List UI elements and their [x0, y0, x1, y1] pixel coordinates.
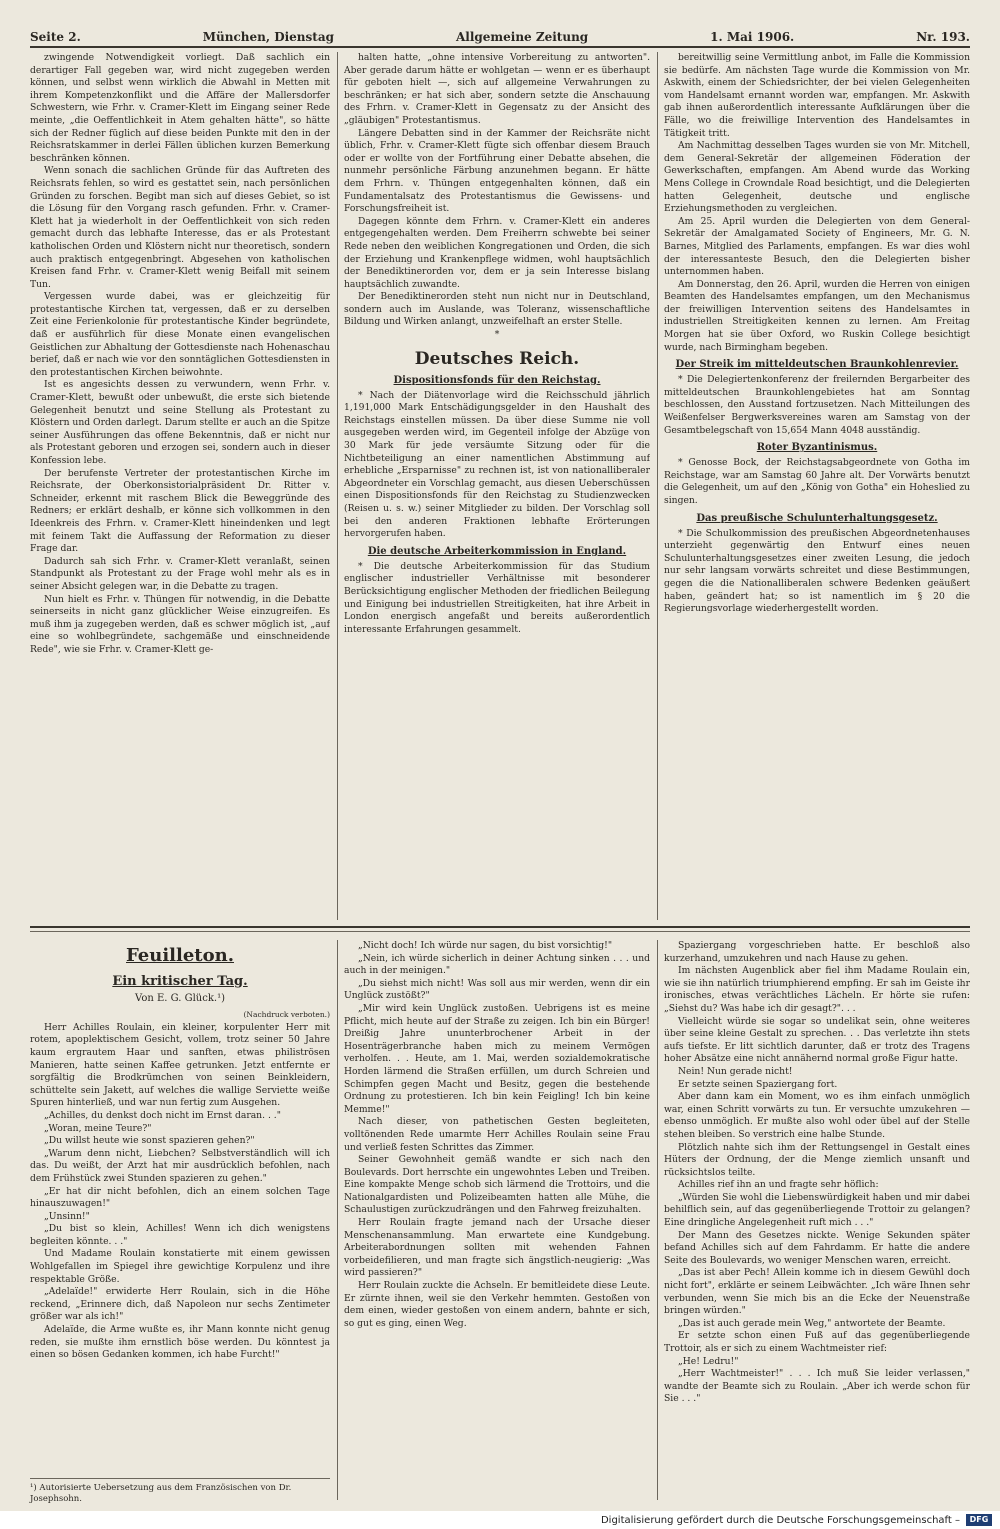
- story-dialogue: „Warum denn nicht, Liebchen? Selbstverständlich will ich das. Du weißt, der Arzt hat mir ausdrücklich befohlen, nach dem Frühstück zwei Stunden spazieren zu gehen.": [30, 1147, 330, 1184]
- story-paragraph: Spaziergang vorgeschrieben hatte. Er beschloß also kurzerhand, umzukehren und nach Hause zu gehen.: [664, 940, 970, 964]
- story-paragraph: „Mir wird kein Unglück zustoßen. Uebrigens ist es meine Pflicht, mich heute auf der Straße zu zeigen. Ich bin ein Bürger! Dreißig Jahre ununterbrochener Arbeit in der Hosenträgerbranche haben mich zu meinem Vermögen verholfen. . . Heute, am 1. Mai, werden sozialdemokratische Horden lärmend die Straßen erfüllen, um durch Schreien und Schimpfen gegen Macht und Besitz, gegen die bestehende Ordnung zu protestieren. Ich bin kein Feigling! Ich bin keine Memme!": [344, 1002, 650, 1115]
- issue-number: Nr. 193.: [916, 30, 970, 44]
- article-paragraph: * Die Delegiertenkonferenz der freilernden Bergarbeiter des mitteldeutschen Braunkohlengebietes hat am Sonntag beschlossen, den Ausstand fortzusetzen. Nach Mitteilungen des Weißenfelser Bergwerksvereines waren am Samstag von der Gesamtbelegschaft von 15,654 Mann 4048 ausständig.: [664, 374, 970, 436]
- story-paragraph: Herr Roulain fragte jemand nach der Ursache dieser Menschenansammlung. Man erwartete eine Kundgebung. Arbeiterabordnungen sollten mit wehenden Fahnen vorbeidefilieren, und man fragte sich ängstlich-neugierig: „Was wird passieren?": [344, 1217, 650, 1279]
- col1-paragraph: Vergessen wurde dabei, was er gleichzeitig für protestantische Kirchen tat, vergessen, daß er zu derselben Zeit eine Ferienkolonie für protestantische Kinder begründete, daß er ausführlich für diese Monate einen evangelischen Geistlichen zur Abhaltung der Gottesdienste nach Hohenaschau berief, daß er nach wie vor den sonntäglichen Gottesdiensten in den protestantischen Kirchen beiwohnte.: [30, 291, 330, 378]
- col2-paragraph: Längere Debatten sind in der Kammer der Reichsräte nicht üblich, Frhr. v. Cramer-Klett fügte sich offenbar diesem Brauch oder er wollte von der Fortführung einer Debatte absehen, die nunmehr persönliche Färbung anzunehmen begann. Er hätte dem Frhrn. v. Thüngen entgegenhalten können, daß ein Fundamentalsatz des Protestantismus die Gewissens- und Forschungsfreiheit ist.: [344, 127, 650, 215]
- article-heading: Die deutsche Arbeiterkommission in England.: [367, 545, 627, 557]
- column-separator: [657, 52, 658, 920]
- story-paragraph: „Das ist auch gerade mein Weg," antwortete der Beamte.: [678, 1317, 946, 1329]
- col1-paragraph: Dadurch sah sich Frhr. v. Cramer-Klett veranlaßt, seinen Standpunkt als Protestant zu der Frage wohl mehr als es in seiner Absicht gelegen war, in die Debatte zu tragen.: [30, 555, 330, 592]
- column-2: [344, 52, 650, 920]
- story-dialogue: „Du bist so klein, Achilles! Wenn ich dich wenigstens begleiten könnte. . .": [30, 1223, 330, 1247]
- story-paragraph: Adelaïde, die Arme wußte es, ihr Mann konnte nicht genug reden, sie mußte ihm ernstlich böse werden. Du könntest ja einen so bösen Gedanken kommen, ich habe Furcht!": [30, 1324, 330, 1361]
- article-paragraph: * Nach der Diätenvorlage wird die Reichsschuld jährlich 1,191,000 Mark Entschädigungsgelder in den Haushalt des Reichstags einstellen müssen. Da über diese Summe nie voll ausgegeben werden wird, im Gegenteil infolge der Abzüge von 30 Mark für jede versäumte Sitzung oder für die Nichtbeteiligung an einer namentlichen Abstimmung auf erhebliche „Ersparnisse" zu rechnen ist, ist von nationalliberaler Abgeordneter ein Vorschlag gemacht, aus diesen Ueberschüssen einen Dispositionsfonds für den Reichstag zu Studienzwecken (Reisen u. s. w.) seiner Mitglieder zu bilden. Der Vorschlag soll bei den anderen Fraktionen lebhafte Erörterungen hervorgerufen haben.: [344, 389, 650, 540]
- article-paragraph: * Die deutsche Arbeiterkommission für das Studium englischer industrieller Verhältnisse mit besonderer Berücksichtigung englischer Methoden der friedlichen Beilegung und Einigung bei industriellen Streitigkeiten, hat ihre Arbeit in London energisch angefaßt und bereits außerordentlich interessante Erfahrungen gesammelt.: [344, 560, 650, 635]
- story-paragraph: „He! Ledru!": [678, 1355, 739, 1367]
- feuilleton-column-3: [664, 940, 970, 1500]
- story-paragraph: „Das ist aber Pech! Allein komme ich in diesem Gewühl doch nicht fort", erklärte er seinem Leibwächter. „Ich wäre Ihnen sehr verbunden, wenn Sie mich bis an die Ecke der Neuenstraße bringen würden.": [664, 1267, 970, 1317]
- article-paragraph: * Die Schulkommission des preußischen Abgeordnetenhauses unterzieht gegenwärtig den Entwurf eines neuen Schulunterhaltungsgesetzes einer zweiten Lesung, die jedoch nur sehr langsam vorwärts schreitet und diese Bestimmungen, gegen die die Nationalliberalen schwere Bedenken geäußert haben, geändert hat; so ist namentlich im § 20 die Regierungsvorlage wiederhergestellt worden.: [664, 527, 970, 615]
- page-header: [30, 18, 970, 48]
- col3-paragraph: bereitwillig seine Vermittlung anbot, im Falle die Kommission sie bedürfe. Am nächsten Tage wurde die Kommission von Mr. Askwith, einem der Schiedsrichter, der bei vielen Gelegenheiten vom Handelsamt ernannt worden war, empfangen. Mr. Askwith gab ihnen außerordentlich interessante Aufklärungen über die Fälle, wo die freiwillige Intervention des Handelsamtes in Tätigkeit tritt.: [664, 52, 970, 139]
- article-heading: Roter Byzantinismus.: [756, 442, 878, 454]
- place-day: München, Dienstag: [202, 30, 334, 44]
- story-paragraph: Er setzte schon einen Fuß auf das gegenüberliegende Trottoir, als er sich zu einem Wachtmeister rief:: [664, 1330, 970, 1354]
- dfg-logo-icon: DFG: [966, 1514, 992, 1526]
- story-dialogue: „Achilles, du denkst doch nicht im Ernst daran. . .": [44, 1109, 281, 1121]
- col1-paragraph: zwingende Notwendigkeit vorliegt. Daß sachlich ein derartiger Fall gegeben war, wird nicht zugegeben werden können, und selbst wenn wirklich die Abwahl in Metten mit ihrem Kompetenzkonflikt und die Affäre der Mallersdorfer Schwestern, wie Frhr. v. Cramer-Klett im Eingang seiner Rede meinte, „die Oeffentlichkeit in Atem gehalten hätte", so hätte sich der Redner füglich auf diese beiden Punkte mit den in der Reichsratskammer in derlei Fällen üblichen kurzen Bemerkung beschränken können.: [30, 52, 330, 164]
- newspaper-title: Allgemeine Zeitung: [455, 30, 589, 44]
- article-paragraph: * Genosse Bock, der Reichstagsabgeordnete von Gotha im Reichstage, war am Samstag 60 Jahre alt. Der Vorwärts benutzt die Gelegenheit, um auf den „König von Gotha" ein Hoheslied zu singen.: [664, 457, 970, 506]
- story-paragraph: Herr Achilles Roulain, ein kleiner, korpulenter Herr mit rotem, apoplektischem Gesicht, vollem, trotz seiner 50 Jahre kaum ergrautem Haar und sanften, etwas philiströsen Manieren, hatte seinen Kaffee getrunken. Jetzt entfernte er sorgfältig die Brodkrümchen von seinen Beinkleidern, schüttelte sein Jakett, auf welches die wallige Serviette weiße Spuren hinterließ, und war nun fertig zum Ausgehen.: [30, 1021, 330, 1109]
- story-paragraph: Plötzlich nahte sich ihm der Rettungsengel in Gestalt eines Hüters der Ordnung, der die Menge ziemlich unsanft und rücksichtslos teilte.: [664, 1141, 970, 1178]
- story-paragraph: Und Madame Roulain konstatierte mit einem gewissen Wohlgefallen im Spiegel ihre gewichtige Korpulenz und ihre respektable Größe.: [30, 1248, 330, 1285]
- col3-paragraph: Am Donnerstag, den 26. April, wurden die Herren von einigen Beamten des Handelsamtes empfangen, um den Mechanismus der freiwilligen Intervention seitens des Handelsamtes in industriellen Streitigkeiten kennen zu lernen. Am Freitag Morgen hat sie über Oxford, wo Ruskin College besichtigt wurde, nach Birmingham begeben.: [664, 278, 970, 353]
- story-author: Von E. G. Glück.¹): [135, 992, 225, 1004]
- column-separator: [657, 940, 658, 1500]
- story-paragraph: Er setzte seinen Spaziergang fort.: [678, 1078, 838, 1090]
- page-number: Seite 2.: [30, 30, 81, 44]
- col1-paragraph: Nun hielt es Frhr. v. Thüngen für notwendig, in die Debatte seinerseits in nicht ganz glücklicher Weise einzugreifen. Es muß ihm ja zugegeben werden, daß es schwer möglich ist, „auf eine so wohlbegründete, sachgemäße und einschneidende Rede", wie sie Frhr. v. Cramer-Klett ge-: [30, 593, 330, 655]
- feuilleton-heading: Feuilleton.: [126, 945, 234, 966]
- story-dialogue: „Du willst heute wie sonst spazieren gehen?": [44, 1135, 255, 1147]
- story-paragraph: Im nächsten Augenblick aber fiel ihm Madame Roulain ein, wie sie ihn natürlich triumphierend empfing. Er sah im Geiste ihr ironisches, etwas verächtliches Lächeln. Er hörte sie rufen: „Siehst du? Was habe ich dir gesagt?". . .: [664, 965, 970, 1014]
- article-heading: Der Streik im mitteldeutschen Braunkohlenrevier.: [675, 359, 959, 371]
- col1-paragraph: Wenn sonach die sachlichen Gründe für das Auftreten des Reichsrats fehlen, so wird es gestattet sein, nach persönlichen Gründen zu forschen. Begibt man sich auf dieses Gebiet, so ist die Lösung für den Vorgang rasch gefunden. Frhr. v. Cramer-Klett hat ja wiederholt in der Oeffentlichkeit von sich reden gemacht durch das lebhafte Interesse, das er als Protestant katholischen Orden und Klöstern nicht nur theoretisch, sondern auch praktisch entgegenbringt. Abgesehen von katholischen Kreisen fand Frhr. v. Cramer-Klett wenig Beifall mit seinem Tun.: [30, 165, 330, 290]
- story-dialogue: „Woran, meine Teure?": [44, 1122, 152, 1134]
- reprint-note: (Nachdruck verboten.): [243, 1010, 330, 1020]
- story-paragraph: Achilles rief ihn an und fragte sehr höflich:: [678, 1179, 879, 1191]
- feuilleton-rule-thin: [30, 931, 970, 932]
- feuilleton-column-1: [30, 940, 330, 1472]
- story-paragraph: Der Mann des Gesetzes nickte. Wenige Sekunden später befand Achilles sich auf dem Fahrdamm. Er hatte die andere Seite des Boulevards, wo weniger Menschen waren, erreicht.: [664, 1229, 970, 1266]
- article-heading: Das preußische Schulunterhaltungsgesetz.: [696, 512, 938, 524]
- column-3: [664, 52, 970, 920]
- article-heading: Dispositionsfonds für den Reichstag.: [393, 374, 601, 386]
- story-paragraph: Aber dann kam ein Moment, wo es ihm einfach unmöglich war, einen Schritt vorwärts zu tun. Er versuchte umzukehren — ebenso unmöglich. Er mußte also wohl oder übel auf der Stelle stehen bleiben. So verstrich eine halbe Stunde.: [664, 1091, 970, 1140]
- section-title-deutsches-reich: Deutsches Reich.: [414, 348, 580, 369]
- story-title: Ein kritischer Tag.: [112, 974, 248, 989]
- column-1: [30, 52, 330, 920]
- digitization-footer: [0, 1511, 1000, 1529]
- footer-text: Digitalisierung gefördert durch die Deutsche Forschungsgemeinschaft –: [600, 1514, 960, 1526]
- col2-paragraph: halten hatte, „ohne intensive Vorbereitung zu antworten". Aber gerade darum hätte er wohlgetan — wenn er es überhaupt für geboten hielt —, sich auf allgemeine Verwahrungen zu beschränken; er hat sich aber, sondern setzte die Anschauung des Frhrn. v. Cramer-Klett in Gegensatz zu der Ansicht des „gläubigen" Protestantismus.: [344, 52, 650, 126]
- col2-paragraph: Dagegen könnte dem Frhrn. v. Cramer-Klett ein anderes entgegengehalten werden. Dem Freiherrn schwebte bei seiner Rede neben den weiblichen Kongregationen und Orden, die sich der Erziehung und Krankenpflege widmen, wohl hauptsächlich der Benediktinerorden vor, dem er ja sein Interesse bislang hauptsächlich zuwandte.: [344, 215, 650, 290]
- col1-paragraph: Der berufenste Vertreter der protestantischen Kirche im Reichsrate, der Oberkonsistorialpräsident Dr. Ritter v. Schneider, erkennt mit raschem Blick die Beweggründe des Redners; er erklärt deshalb, er könne sich vollkommen in den Ideenkreis des Frhrn. v. Cramer-Klett hineindenken und legt mit feinem Takt die Auffassung der Reformation zu dieser Frage dar.: [30, 467, 330, 555]
- story-paragraph: Nein! Nun gerade nicht!: [678, 1065, 793, 1077]
- column-separator: [337, 52, 338, 920]
- feuilleton-rule: [30, 926, 970, 928]
- story-paragraph: „Adelaïde!" erwiderte Herr Roulain, sich in die Höhe reckend, „Erinnere dich, daß Napoleon nur sechs Zentimeter größer war als ich!": [30, 1286, 330, 1323]
- story-paragraph: „Nein, ich würde sicherlich in deiner Achtung sinken . . . und auch in der meinigen.": [344, 952, 650, 977]
- col2-paragraph: Der Benediktinerorden steht nun nicht nur in Deutschland, sondern auch im Auslande, was Toleranz, wissenschaftliche Bildung und Wirken anlangt, unzweifelhaft an erster Stelle.: [344, 291, 650, 328]
- col3-paragraph: Am Nachmittag desselben Tages wurden sie von Mr. Mitchell, dem General-Sekretär der allgemeinen Föderation der Gewerkschaften, empfangen. Am Abend wurde das Working Mens College in Crowndale Road besichtigt, und die Delegierten hatten Gelegenheit, deutsche und englische Erziehungsmethoden zu vergleichen.: [664, 140, 970, 215]
- footnote: ¹) Autorisierte Uebersetzung aus dem Französischen von Dr. Josephsohn.: [30, 1478, 330, 1505]
- story-dialogue: „Unsinn!": [44, 1210, 90, 1222]
- story-paragraph: „Nicht doch! Ich würde nur sagen, du bist vorsichtig!": [358, 940, 613, 951]
- feuilleton-column-2: [344, 940, 650, 1500]
- story-paragraph: Seiner Gewohnheit gemäß wandte er sich nach den Boulevards. Dort herrschte ein ungewohntes Leben und Treiben. Eine kompakte Menge schob sich lärmend die Trottoirs, und die Nationalgardisten und Polizeibeamten hatten alle Mühe, die Schaulustigen zurückzudrängen und den Fahrweg freizuhalten.: [344, 1154, 650, 1216]
- story-paragraph: „Würden Sie wohl die Liebenswürdigkeit haben und mir dabei behilflich sein, auf das gegenüberliegende Trottoir zu gelangen? Eine dringliche Angelegenheit ruft mich . . .": [664, 1191, 970, 1229]
- col3-paragraph: Am 25. April wurden die Delegierten von dem General-Sekretär der Amalgamated Society of Engineers, Mr. G. N. Barnes, Mitglied des Parlaments, empfangen. Es war dies wohl der interessanteste Besuch, den die Delegierten bisher unternommen haben.: [664, 215, 970, 278]
- story-paragraph: Herr Roulain zuckte die Achseln. Er bemitleidete diese Leute. Er zürnte ihnen, weil sie den Verkehr hemmten. Gestoßen von dem einen, wieder gestoßen von einem andern, bahnte er sich, so gut es ging, einen Weg.: [344, 1280, 650, 1329]
- separator-star: *: [494, 329, 500, 341]
- story-paragraph: Vielleicht würde sie sogar so undelikat sein, ohne weiteres über seine kleine Gestalt zu sprechen. . . Das verletzte ihn stets aufs tiefste. Er litt sichtlich darunter, daß er trotz des Tragens hoher Absätze eine nicht annähernd normal große Figur hatte.: [664, 1015, 970, 1065]
- column-separator: [337, 940, 338, 1500]
- story-dialogue: „Er hat dir nicht befohlen, dich an einem solchen Tage hinauszuwagen!": [30, 1185, 330, 1210]
- col1-paragraph: Ist es angesichts dessen zu verwundern, wenn Frhr. v. Cramer-Klett, bewußt oder unbewußt, die erste sich bietende Gelegenheit benutzt und seine Stellung als Protestant zu Klöstern und Orden darlegt. Darum stellte er auch an die Spitze seiner Ausführungen das offene Bekenntnis, daß er nicht nur als Protestant geboren und erzogen sei, sondern auch in dieser Konfession lebe.: [30, 379, 330, 466]
- story-paragraph: „Du siehst mich nicht! Was soll aus mir werden, wenn dir ein Unglück zustößt?": [344, 977, 650, 1002]
- story-paragraph: „Herr Wachtmeister!" . . . Ich muß Sie leider verlassen," wandte der Beamte sich zu Roulain. „Aber ich werde schon für Sie . . .": [664, 1368, 970, 1405]
- issue-date: 1. Mai 1906.: [710, 30, 795, 44]
- story-paragraph: Nach dieser, von pathetischen Gesten begleiteten, volltönenden Rede umarmte Herr Achilles Roulain seine Frau und verließ festen Schrittes das Zimmer.: [344, 1116, 650, 1153]
